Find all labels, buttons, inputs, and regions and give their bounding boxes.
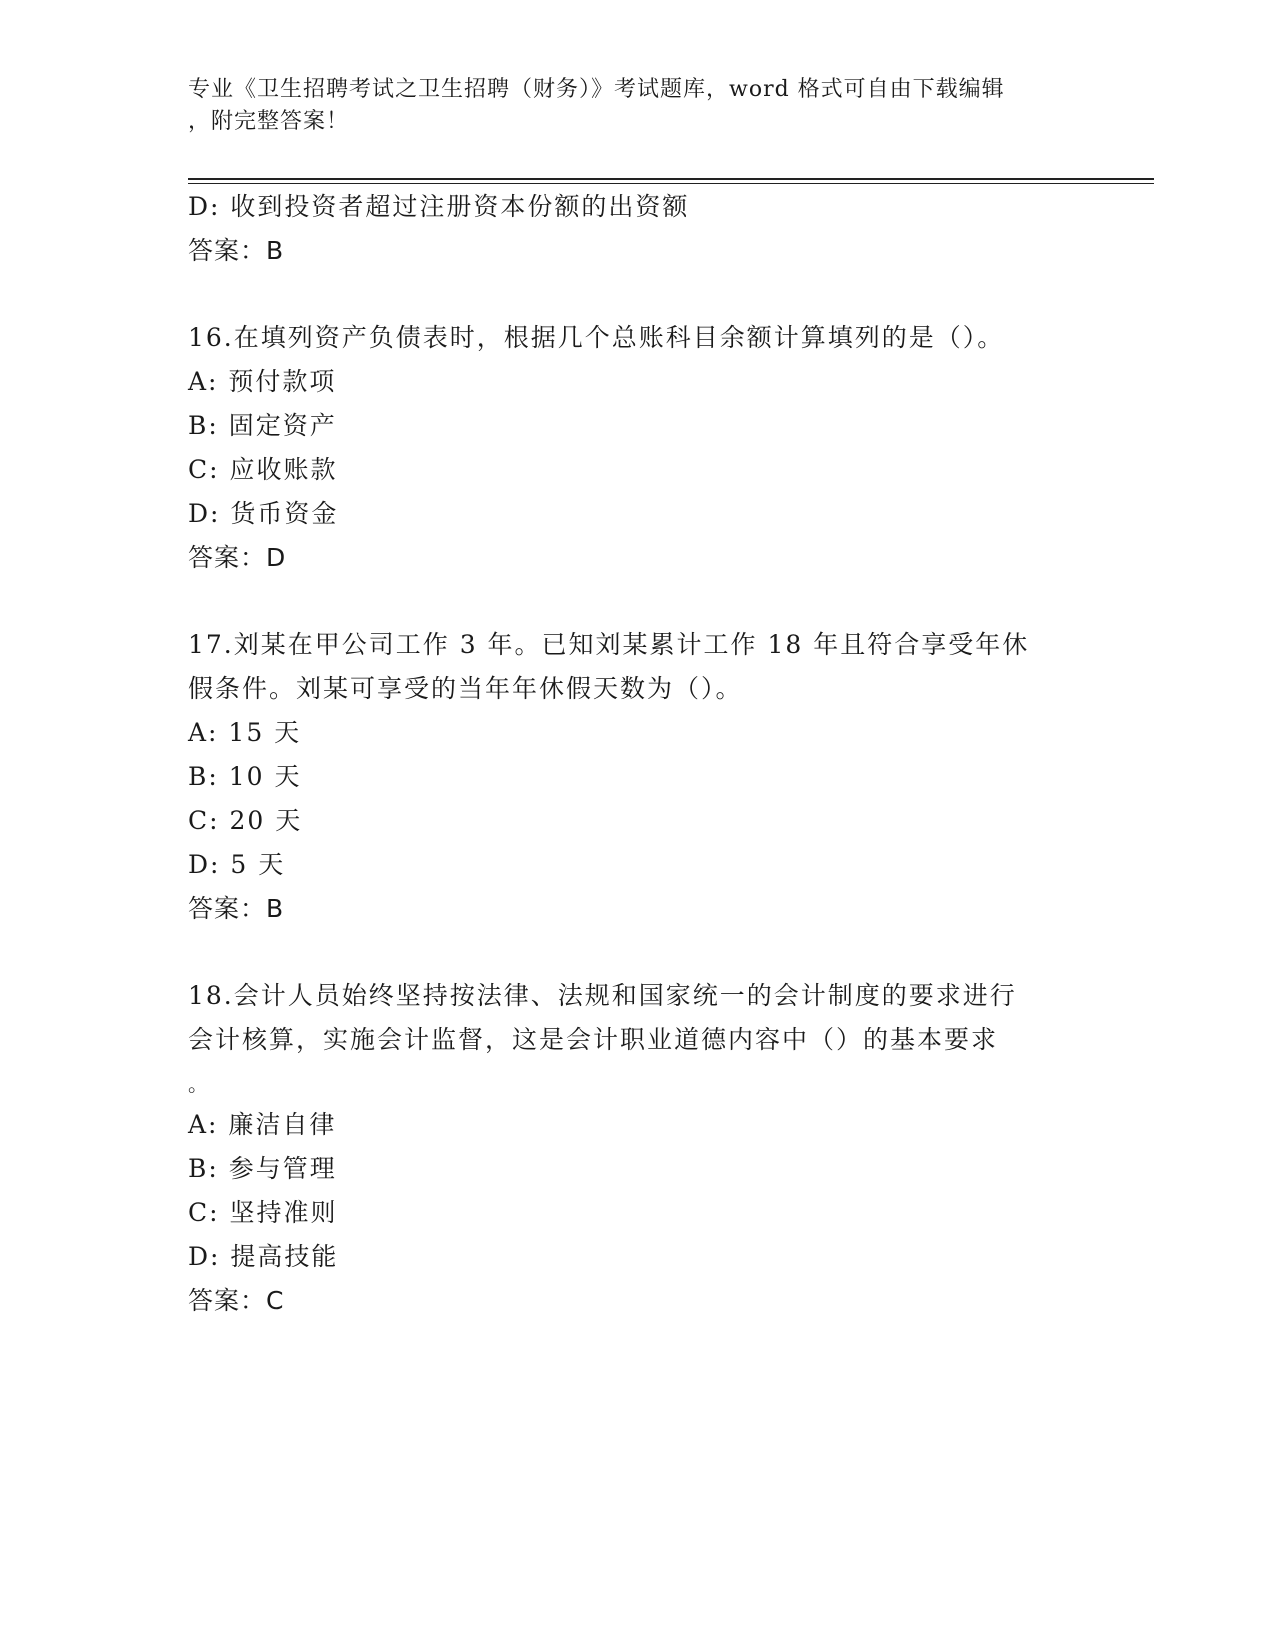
q18-option-b: B: 参与管理	[188, 1154, 337, 1183]
q17-option-b: B: 10 天	[188, 762, 302, 791]
q16-option-c: C: 应收账款	[188, 455, 338, 484]
q17-option-d: D: 5 天	[188, 850, 286, 879]
q16-answer: 答案：D	[188, 543, 287, 572]
q18-option-a: A: 廉洁自律	[188, 1110, 337, 1139]
prev-option-d: D: 收到投资者超过注册资本份额的出资额	[188, 192, 690, 221]
q17-answer: 答案：B	[188, 894, 285, 923]
header-line-2: ，附完整答案！	[188, 109, 350, 134]
q17-stem-line-2: 假条件。刘某可享受的当年年休假天数为（）。	[188, 674, 743, 703]
q16-option-b: B: 固定资产	[188, 411, 337, 440]
header-divider-thick	[188, 178, 1154, 180]
q17-stem-line-1: 17.刘某在甲公司工作 3 年。已知刘某累计工作 18 年且符合享受年休	[188, 630, 1030, 659]
header-line-1: 专业《卫生招聘考试之卫生招聘（财务）》考试题库，word 格式可自由下载编辑	[188, 77, 1005, 102]
q18-answer: 答案：C	[188, 1286, 285, 1315]
q17-option-a: A: 15 天	[188, 718, 302, 747]
q18-stem-line-3: 。	[188, 1072, 210, 1096]
q18-option-c: C: 坚持准则	[188, 1198, 338, 1227]
q17-option-c: C: 20 天	[188, 806, 303, 835]
q18-option-d: D: 提高技能	[188, 1242, 339, 1271]
q16-option-d: D: 货币资金	[188, 499, 339, 528]
document-header	[188, 74, 1088, 138]
q16-option-a: A: 预付款项	[188, 367, 337, 396]
prev-answer: 答案：B	[188, 236, 285, 265]
q16-stem: 16.在填列资产负债表时，根据几个总账科目余额计算填列的是（）。	[188, 323, 1005, 352]
q18-stem-line-1: 18.会计人员始终坚持按法律、法规和国家统一的会计制度的要求进行	[188, 981, 1017, 1010]
q18-stem-line-2: 会计核算，实施会计监督，这是会计职业道德内容中（）的基本要求	[188, 1025, 999, 1054]
